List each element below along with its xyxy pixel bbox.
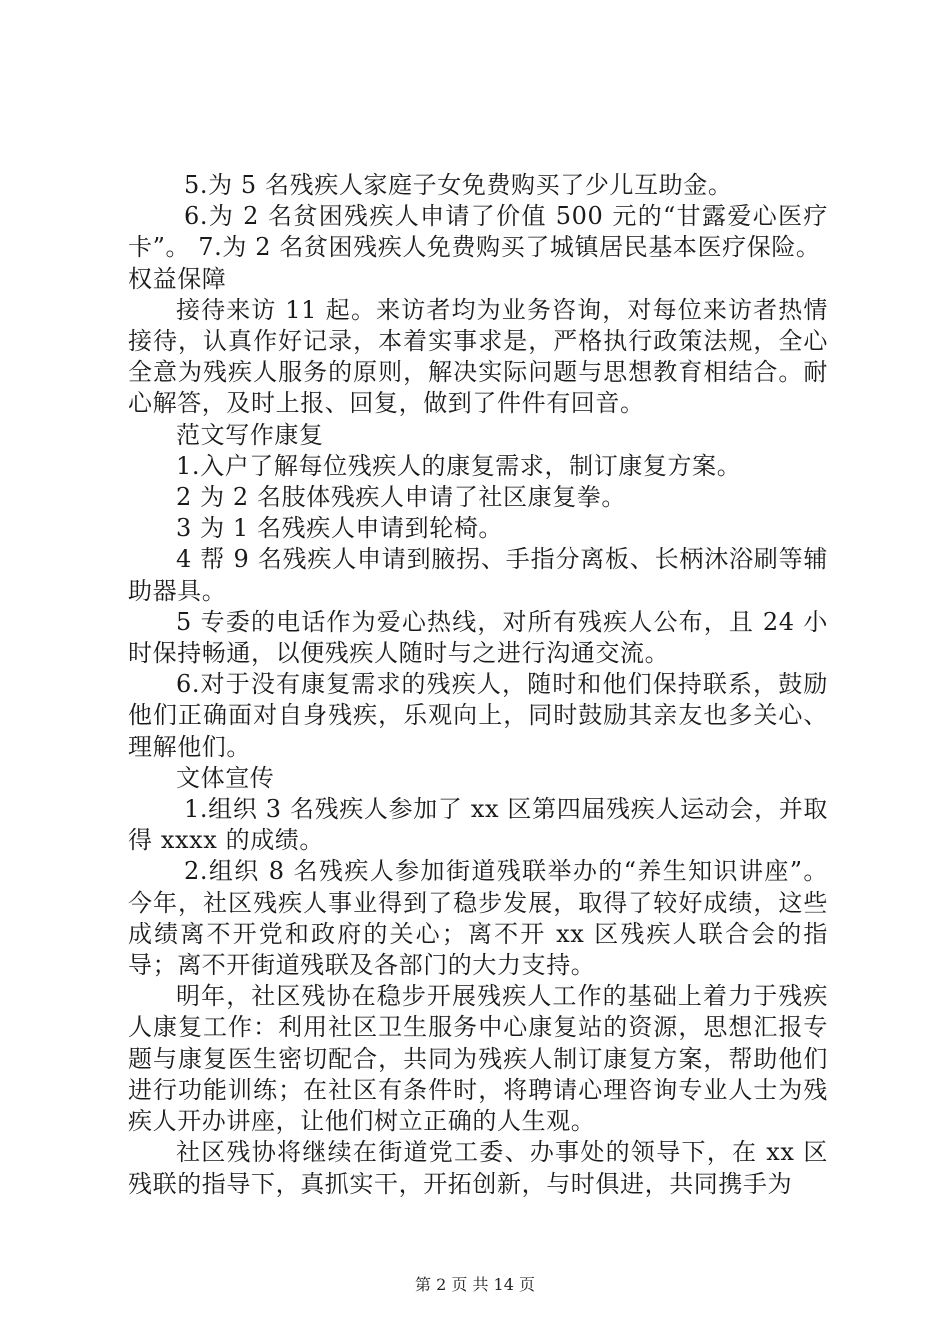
section-heading-rights: 权益保障 (128, 264, 227, 293)
paragraph-2: 6.为 2 名贫困残疾人申请了价值 500 元的“甘露爱心医疗卡”。 7.为 2 名贫困残疾人免费购买了城镇居民基本医疗保险。 (128, 202, 828, 262)
document-body (128, 170, 828, 1200)
paragraph-11: 6.对于没有康复需求的残疾人，随时和他们保持联系，鼓励他们正确面对自身残疾，乐观向上，同时鼓励其亲友也多关心、理解他们。 (128, 670, 828, 761)
page-footer: 第 2 页 共 14 页 (415, 1275, 535, 1294)
paragraph-10: 5 专委的电话作为爱心热线，对所有残疾人公布，且 24 小时保持畅通，以便残疾人随时与之进行沟通交流。 (128, 607, 828, 668)
paragraph-13: 1.组织 3 名残疾人参加了 xx 区第四届残疾人运动会，并取得 xxxx 的成绩。 (128, 795, 828, 855)
section-heading-rehab: 范文写作康复 (176, 420, 324, 449)
section-heading-culture: 文体宣传 (176, 763, 275, 792)
paragraph-7: 2 为 2 名肢体残疾人申请了社区康复拳。 (176, 483, 627, 512)
paragraph-6: 1.入户了解每位残疾人的康复需求，制订康复方案。 (176, 451, 742, 480)
paragraph-1: 5.为 5 名残疾人家庭子女免费购买了少儿互助金。 (184, 171, 733, 199)
paragraph-14: 2.组织 8 名残疾人参加街道残联举办的“养生知识讲座”。今年，社区残疾人事业得到了稳步发展，取得了较好成绩，这些成绩离不开党和政府的关心；离不开 xx 区残疾人联合会的指导；离不开街道残联及各部门的大力支持。 (128, 857, 828, 980)
paragraph-15: 明年，社区残协在稳步开展残疾人工作的基础上着力于残疾人康复工作：利用社区卫生服务中心康复站的资源，思想汇报专题与康复医生密切配合，共同为残疾人制订康复方案，帮助他们进行功能训练；在社区有条件时，将聘请心理咨询专业人士为残疾人开办讲座，让他们树立正确的人生观。 (128, 982, 828, 1136)
paragraph-16: 社区残协将继续在街道党工委、办事处的领导下，在 xx 区残联的指导下，真抓实干，开拓创新，与时俱进，共同携手为 (128, 1138, 828, 1198)
paragraph-8: 3 为 1 名残疾人申请到轮椅。 (176, 514, 504, 543)
paragraph-9: 4 帮 9 名残疾人申请到腋拐、手指分离板、长柄沐浴刷等辅助器具。 (128, 545, 828, 605)
paragraph-4: 接待来访 11 起。来访者均为业务咨询，对每位来访者热情接待，认真作好记录，本着实事求是，严格执行政策法规，全心全意为残疾人服务的原则，解决实际问题与思想教育相结合。耐心解答，及时上报、回复，做到了件件有回音。 (128, 295, 828, 418)
